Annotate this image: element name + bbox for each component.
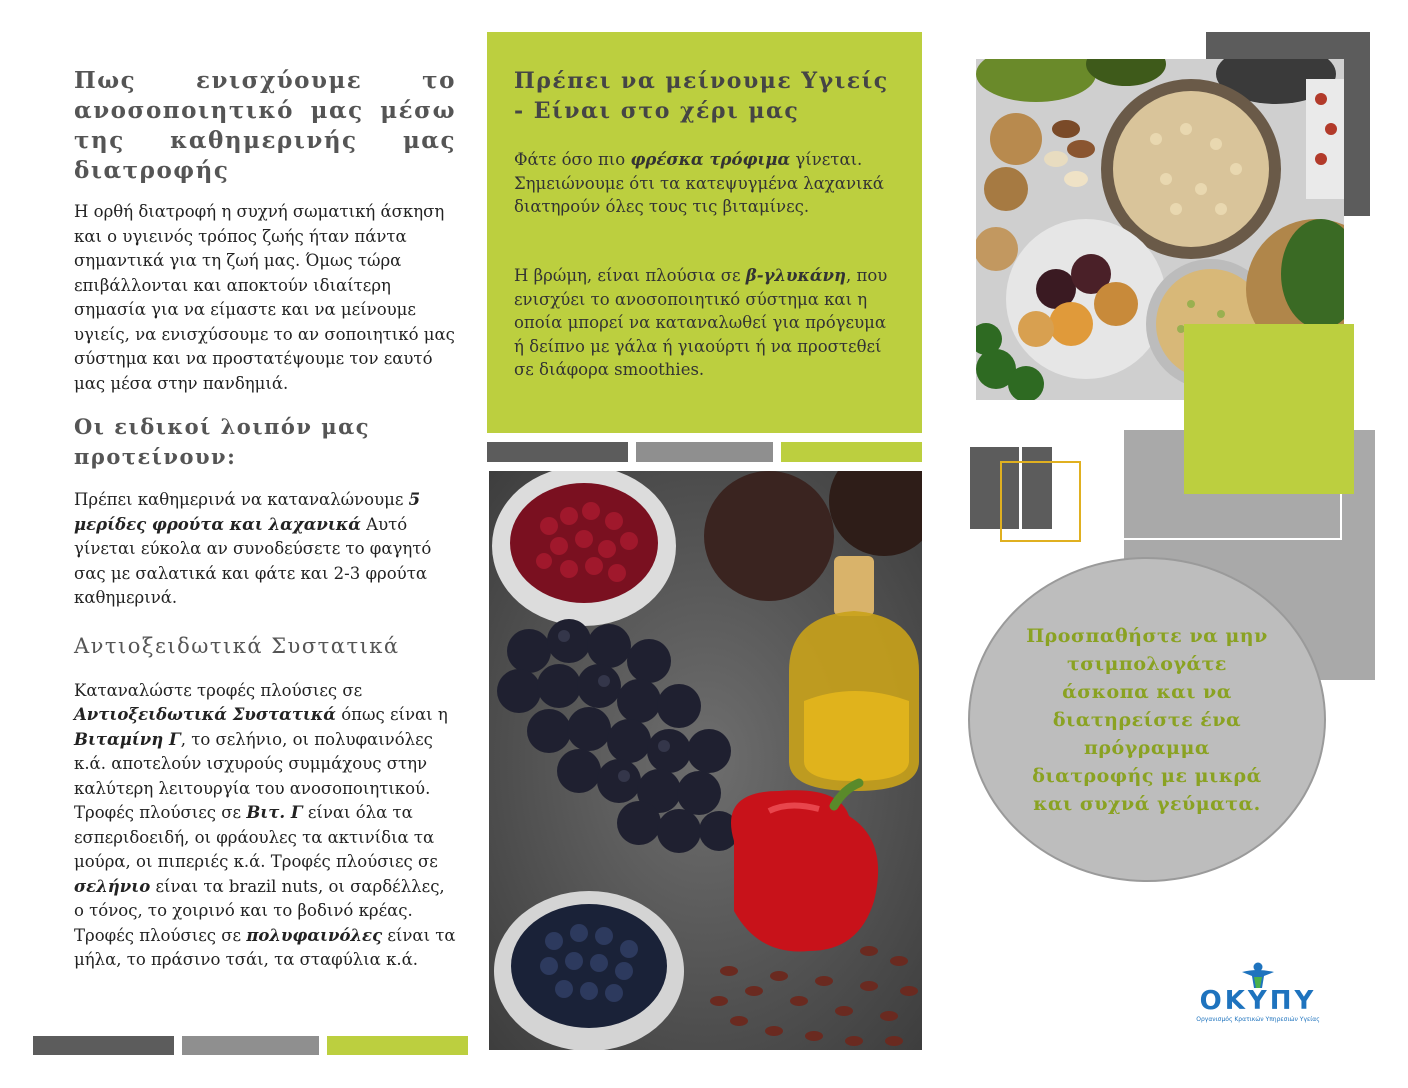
antioxidants-paragraph: Καταναλώστε τροφές πλούσιες σε Αντιοξειδωτικά Συστατικά όπως είναι η Βιταμίνη Γ, το σελήνιο, οι πολυφαινόλες κ.ά. αποτελούν ισχυρούς συμμάχους στην καλύτερη λειτουργία του ανοσοποιητικού. Τροφές πλούσιες σε Βιτ. Γ είναι όλα τα εσπεριδοειδή, οι φράουλες τα ακτινίδια τα μούρα, οι πιπεριές κ.ά. Τροφές πλούσιες σε σελήνιο είναι τα brazil nuts, οι σαρδέλλες, ο τόνος, το χοιρινό και το βοδινό κρέας. Τροφές πλούσιες σε πολυφαινόλες είναι τα μήλα, το πράσινο τσάι, τα σταφύλια κ.ά. (74, 680, 456, 969)
mid-bar-dark (487, 442, 628, 462)
experts-heading: Οι ειδικοί λοιπόν μας προτείνουν: (74, 414, 371, 469)
tip-circle (968, 557, 1326, 882)
experts-paragraph: Πρέπει καθημερινά να καταναλώνουμε 5 μερίδες φρούτα και λαχανικά Αυτό γίνεται εύκολα αν συνοδεύσετε το φαγητό σας με σαλατικά και φάτε και 2-3 φρούτα καθημερινά. (74, 490, 432, 607)
grey-block-inner-line (1124, 538, 1342, 540)
person-logo-icon (1238, 962, 1278, 988)
box-paragraph-2: Η βρώμη, είναι πλούσια σε β-γλυκάνη, που ενισχύει το ανοσοποιητικό σύστημα και η οποία μπορεί να καταναλωθεί για πρόγευμα ή δείπνο με γάλα ή γιαούρτι ή να προστεθεί σε διάφορα smoothies. (514, 266, 888, 379)
tip-text: Προσπαθήστε να μην τσιμπολογάτε άσκοπα και να διατηρείστε ένα πρόγραμμα διατροφής με μικρά και συχνά γεύματα. (1026, 624, 1268, 815)
mid-bar-green (781, 442, 922, 462)
antioxidants-heading: Αντιοξειδωτικά Συστατικά (74, 633, 400, 658)
okypy-logo (1178, 962, 1338, 1024)
box-paragraph-1: Φάτε όσο πιο φρέσκα τρόφιμα γίνεται. Σημειώνουμε ότι τα κατεψυγμένα λαχανικά διατηρούν όλες τους τις βιταμίνες. (514, 150, 884, 216)
divider-bar-grey (182, 1036, 319, 1055)
green-accent-square (1184, 324, 1354, 494)
logo-text: ΟΚΥΠΥ (1199, 986, 1317, 1016)
antioxidant-foods-photo (489, 471, 922, 1050)
intro-paragraph: Η ορθή διατροφή η συχνή σωματική άσκηση και ο υγιεινός τρόπος ζωής ήταν πάντα σημαντικά για τη ζωή μας. Όμως τώρα επιβάλλονται και αποκτούν ιδιαίτερη σημασία για να είμαστε και να μείνουμε υγιείς, να ενισχύσουμε το αν σοποιητικό μας σύστημα και να προστατέψουμε τον εαυτό μας μέσα στην πανδημιά. (74, 202, 455, 393)
divider-bar-green (327, 1036, 468, 1055)
divider-bar-dark (33, 1036, 174, 1055)
food-illustration (489, 471, 922, 1050)
main-title: Πως ενισχύουμε το ανοσοποιητικό μας μέσω της καθημερινής μας διατροφής (74, 67, 456, 184)
left-column (74, 66, 456, 973)
logo-subtitle: Οργανισμός Κρατικών Υπηρεσιών Υγείας (1196, 1016, 1320, 1023)
mid-bar-grey (636, 442, 773, 462)
box-title: Πρέπει να μείνουμε Υγιείς - Είναι στο χέρι μας (514, 68, 889, 124)
green-info-box (487, 32, 922, 433)
yellow-outline-square (1000, 461, 1081, 542)
